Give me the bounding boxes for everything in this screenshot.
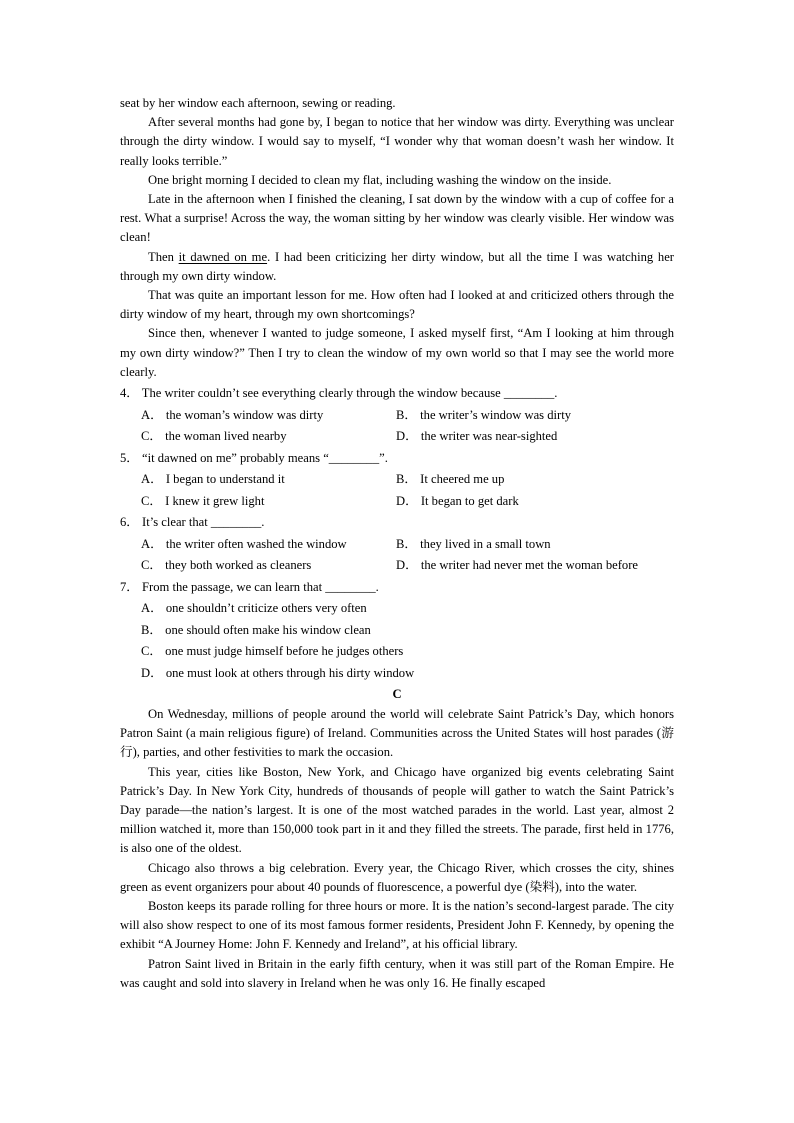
question-4 [120,383,674,448]
passage-b-paragraph: After several months had gone by, I began to notice that her window was dirty. Everything was unclear through the dirty window. I would say to myself, “I wonder why that woman doesn’t wash her window. It really looks terrible.” [120,115,674,168]
options [120,598,674,684]
option-c: C． the woman lived nearby [141,429,287,444]
option-b: B． one should often make his window clean [141,622,371,637]
passage-b-paragraph: That was quite an important lesson for me. How often had I looked at and criticized others through the dirty window of my heart, through my own shortcomings? [120,288,674,322]
option-b: B． they lived in a small town [396,536,551,551]
document-page [120,94,674,993]
option-d: D． the writer had never met the woman before [396,558,638,573]
question-5 [120,448,674,513]
question-6 [120,512,674,577]
passage-b-paragraph: Late in the afternoon when I finished the cleaning, I sat down by the window with a cup of coffee for a rest. What a surprise! Across the way, the woman sitting by her window was clearly visible. Her window was clean! [120,192,674,245]
option-b: B． It cheered me up [396,472,505,487]
question-7 [120,577,674,685]
question-stem: 5． “it dawned on me” probably means “________”. [120,450,388,465]
option-c: C． one must judge himself before he judges others [141,644,404,659]
option-d: D． one must look at others through his dirty window [141,665,415,680]
option-a: A． one shouldn’t criticize others very often [141,601,367,616]
option-c: C． I knew it grew light [141,493,265,508]
option-c: C． they both worked as cleaners [141,558,312,573]
passage-b-paragraph: Since then, whenever I wanted to judge someone, I asked myself first, “Am I looking at him through my own dirty window?” Then I try to clean the window of my own world so that I may see the world more clearly. [120,326,674,379]
underlined-phrase: it dawned on me [178,249,268,264]
option-d: D． the writer was near-sighted [396,429,558,444]
passage-c-paragraph: On Wednesday, millions of people around the world will celebrate Saint Patrick’s Day, which honors Patron Saint (a main religious figure) of Ireland. Communities across the United States will host parades (游行), parties, and other festivities to mark the occasion. [120,707,674,760]
passage-b-paragraph: One bright morning I decided to clean my flat, including washing the window on the inside. [148,172,612,187]
option-a: A． the writer often washed the window [141,536,347,551]
option-b: B． the writer’s window was dirty [396,407,572,422]
question-stem: 6． It’s clear that ________. [120,515,265,530]
passage-c-paragraph: Chicago also throws a big celebration. Every year, the Chicago River, which crosses the city, shines green as event organizers pour about 40 pounds of fluorescence, a powerful dye (染料), into the water. [120,860,674,894]
options [120,405,674,448]
text-run: Then [148,249,179,264]
passage-b-paragraph [120,248,674,286]
passage-c-paragraph: This year, cities like Boston, New York, and Chicago have organized big events celebrating Saint Patrick’s Day. In New York City, hundreds of thousands of people will gather to watch the Saint Patrick’s Day parade—the nation’s largest. It is one of the most watched parades in the world. Last year, almost 2 million watched it, more than 150,000 took part in it and they filled the streets. The parade, first held in 1776, is also one of the oldest. [120,764,674,856]
passage-c-paragraph: Boston keeps its parade rolling for three hours or more. It is the nation’s second-largest parade. The city will also show respect to one of its most famous former residents, President John F. Kennedy, by opening the exhibit “A Journey Home: John F. Kennedy and Ireland”, at his official library. [120,899,674,952]
text-run: . I had been criticizing her dirty window, but all the time I was watching her through my own dirty window. [120,249,675,283]
question-stem: 4． The writer couldn’t see everything clearly through the window because ________. [120,386,558,401]
section-heading: C [392,687,402,702]
option-a: A． the woman’s window was dirty [141,407,324,422]
passage-c-paragraph: Patron Saint lived in Britain in the early fifth century, when it was still part of the Roman Empire. He was caught and sold into slavery in Ireland when he was only 16. He finally escaped [120,956,674,990]
options [120,534,674,577]
option-d: D． It began to get dark [396,493,519,508]
question-stem: 7． From the passage, we can learn that ________. [120,579,379,594]
passage-b-paragraph: seat by her window each afternoon, sewing or reading. [120,96,396,110]
option-a: A． I began to understand it [141,472,285,487]
options [120,469,674,512]
